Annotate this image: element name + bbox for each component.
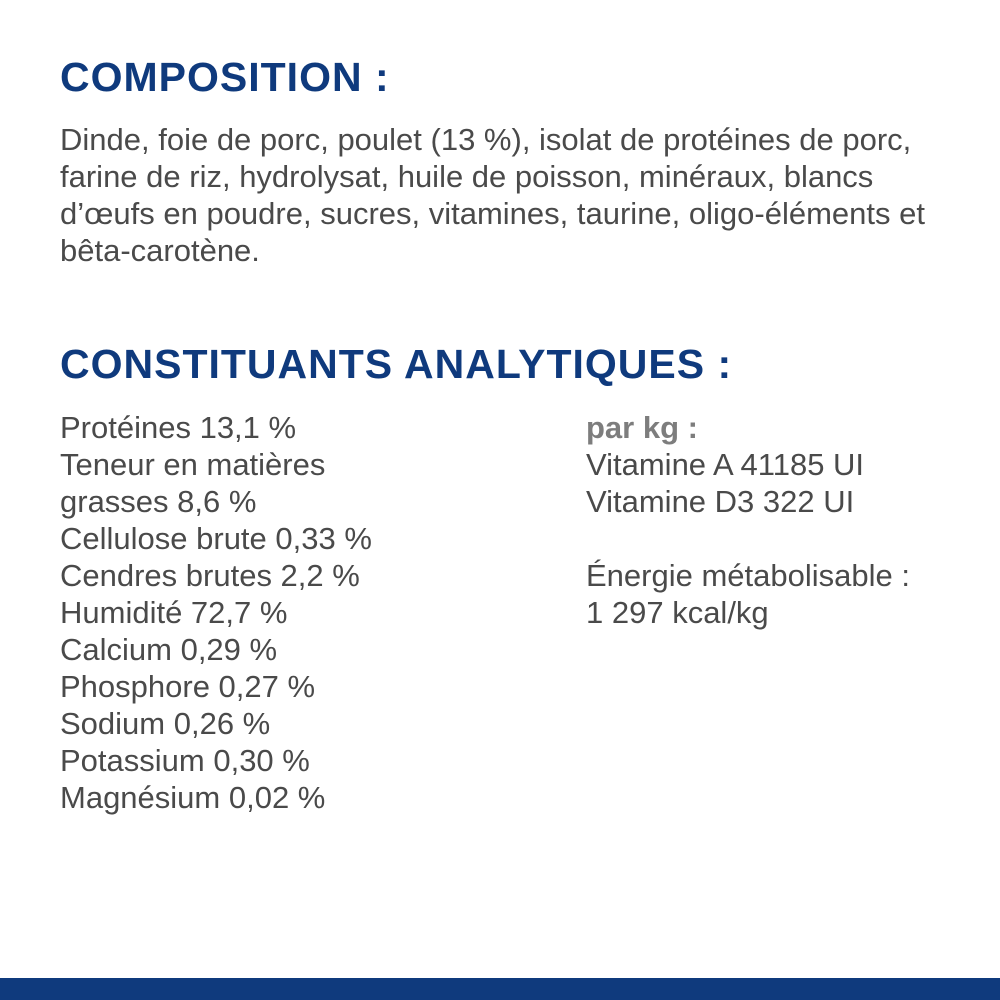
vitamin-a-value: Vitamine A 41185 UI	[586, 447, 865, 482]
list-item: Cellulose brute 0,33 %	[60, 521, 372, 556]
list-item: Calcium 0,29 %	[60, 632, 278, 667]
energy-value: 1 297 kcal/kg	[586, 595, 769, 630]
list-item: Sodium 0,26 %	[60, 706, 271, 741]
analytical-constituents-list	[60, 409, 500, 816]
list-item: Magnésium 0,02 %	[60, 780, 326, 815]
list-item: grasses 8,6 %	[60, 484, 257, 519]
list-item: Teneur en matières	[60, 447, 326, 482]
analytical-constituents-heading: CONSTITUANTS ANALYTIQUES :	[60, 341, 733, 387]
list-item: Phosphore 0,27 %	[60, 669, 316, 704]
list-item: Protéines 13,1 %	[60, 410, 297, 445]
bottom-brand-bar	[0, 978, 1000, 1000]
per-kg-section	[586, 409, 986, 631]
vitamin-d3-value: Vitamine D3 322 UI	[586, 484, 855, 519]
list-item: Humidité 72,7 %	[60, 595, 288, 630]
per-kg-label: par kg :	[586, 410, 698, 445]
composition-heading: COMPOSITION :	[60, 54, 390, 100]
list-item: Cendres brutes 2,2 %	[60, 558, 360, 593]
list-item: Potassium 0,30 %	[60, 743, 310, 778]
spacer	[586, 520, 986, 557]
composition-text: Dinde, foie de porc, poulet (13 %), isolat de protéines de porc, farine de riz, hydrolysat, huile de poisson, minéraux, blancs d’œufs en poudre, sucres, vitamines, taurine, oligo-éléments et bêta-carotène.	[60, 122, 925, 268]
energy-label: Énergie métabolisable :	[586, 558, 910, 593]
